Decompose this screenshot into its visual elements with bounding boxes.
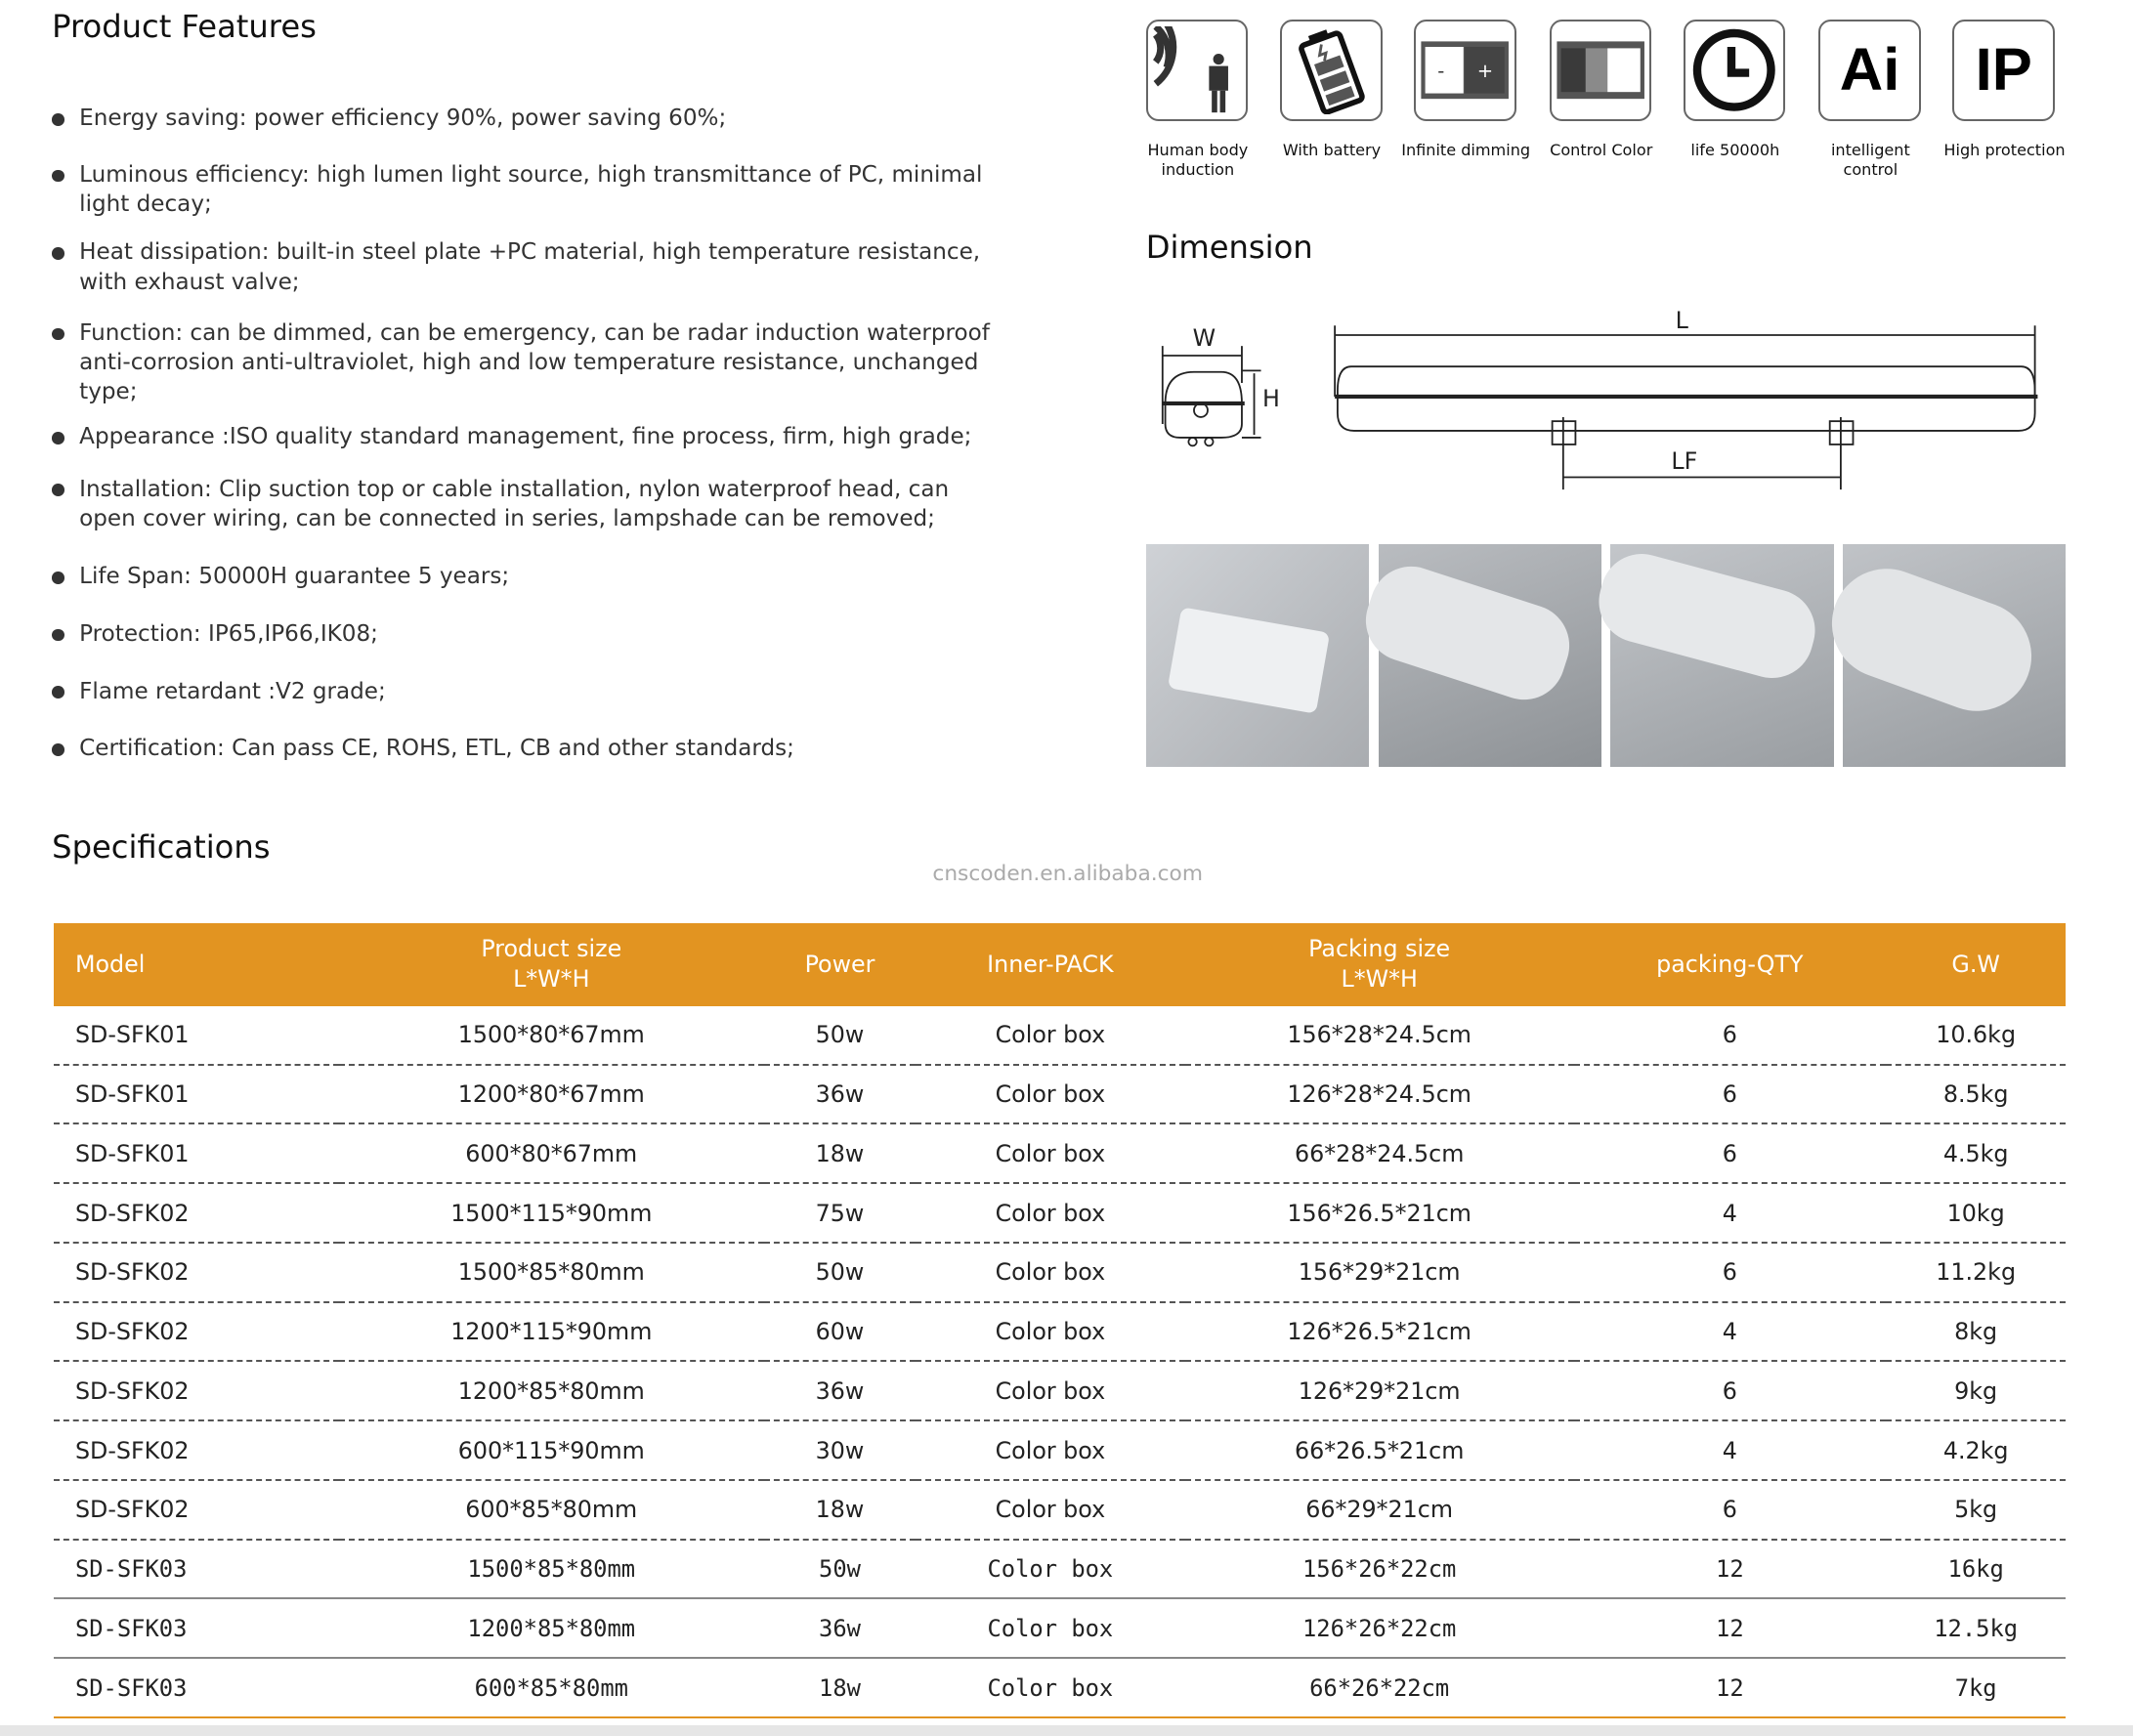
table-cell: SD-SFK01 [54, 1065, 339, 1124]
feature-text: Appearance :ISO quality standard management, fine process, firm, high grade; [79, 424, 972, 450]
table-cell: SD-SFK02 [54, 1243, 339, 1302]
table-cell: Color box [916, 1183, 1184, 1243]
table-cell: SD-SFK02 [54, 1302, 339, 1362]
table-cell: 126*26*22cm [1185, 1598, 1574, 1658]
table-cell: 600*80*67mm [339, 1123, 764, 1183]
table-cell: SD-SFK03 [54, 1598, 339, 1658]
table-cell: 4 [1574, 1183, 1886, 1243]
table-cell: 30w [764, 1420, 916, 1480]
table-cell: 126*26.5*21cm [1185, 1302, 1574, 1362]
table-cell: SD-SFK03 [54, 1658, 339, 1717]
ai-icon: Ai [1818, 20, 1921, 122]
icon-label: With battery [1282, 140, 1382, 159]
table-cell: Color box [916, 1123, 1184, 1183]
table-cell: 50w [764, 1006, 916, 1065]
watermark: cnscoden.en.alibaba.com [932, 861, 1203, 886]
table-cell: 12 [1574, 1598, 1886, 1658]
bullet-icon [52, 743, 64, 756]
table-cell: 50w [764, 1540, 916, 1599]
table-cell: 36w [764, 1065, 916, 1124]
table-cell: 6 [1574, 1243, 1886, 1302]
feature-item [52, 475, 1009, 533]
table-cell: SD-SFK02 [54, 1183, 339, 1243]
table-cell: Color box [916, 1658, 1184, 1717]
bullet-icon [52, 484, 64, 496]
column-header: Model [54, 923, 339, 1006]
feature-text: Life Span: 50000H guarantee 5 years; [79, 564, 510, 590]
column-header: Inner-PACK [916, 923, 1184, 1006]
specifications-title: Specifications [52, 828, 271, 867]
label-h: H [1261, 384, 1280, 412]
feature-icon-tile [1401, 20, 1531, 160]
icon-label: Human body induction [1147, 140, 1249, 179]
feature-text: Luminous efficiency: high lumen light source, high transmittance of PC, minimal light decay; [79, 161, 983, 217]
table-cell: 126*29*21cm [1185, 1361, 1574, 1420]
feature-icon-tile [1818, 20, 1922, 180]
feature-item [52, 734, 1009, 763]
table-cell: 6 [1574, 1361, 1886, 1420]
product-photo-end-cable [1379, 544, 1601, 767]
table-cell: Color box [916, 1006, 1184, 1065]
feature-text: Energy saving: power efficiency 90%, power saving 60%; [79, 106, 727, 132]
table-cell: Color box [916, 1302, 1184, 1362]
table-cell: Color box [916, 1243, 1184, 1302]
table-cell: 600*85*80mm [339, 1480, 764, 1540]
table-cell: 156*26*22cm [1185, 1540, 1574, 1599]
table-cell: SD-SFK02 [54, 1361, 339, 1420]
table-row [54, 1302, 2067, 1362]
feature-text: Installation: Clip suction top or cable installation, nylon waterproof head, can open cover wiring, can be connected in series, lampshade can be removed; [79, 476, 950, 531]
table-row [54, 1006, 2067, 1065]
bullet-icon [52, 432, 64, 445]
column-header: Product size L*W*H [339, 923, 764, 1006]
human-body-icon [1146, 20, 1249, 122]
table-cell: 6 [1574, 1123, 1886, 1183]
table-cell: 1200*115*90mm [339, 1302, 764, 1362]
table-cell: 1500*115*90mm [339, 1183, 764, 1243]
column-header: packing-QTY [1574, 923, 1886, 1006]
label-lf: LF [1671, 446, 1697, 475]
table-cell: 4 [1574, 1302, 1886, 1362]
table-cell: 36w [764, 1361, 916, 1420]
table-cell: 156*28*24.5cm [1185, 1006, 1574, 1065]
bullet-icon [52, 629, 64, 642]
product-photo-end-cap [1843, 544, 2066, 767]
table-cell: 12.5kg [1886, 1598, 2067, 1658]
column-header: Packing size L*W*H [1185, 923, 1574, 1006]
feature-item [52, 422, 1009, 451]
table-cell: SD-SFK02 [54, 1480, 339, 1540]
icon-label: Infinite dimming [1401, 140, 1531, 159]
table-cell: 4 [1574, 1420, 1886, 1480]
table-cell: 1500*85*80mm [339, 1540, 764, 1599]
table-cell: 18w [764, 1123, 916, 1183]
table-cell: 12 [1574, 1540, 1886, 1599]
table-row [54, 1598, 2067, 1658]
dimming-icon [1414, 20, 1516, 122]
feature-item [52, 677, 1009, 706]
table-cell: 66*28*24.5cm [1185, 1123, 1574, 1183]
table-cell: 126*28*24.5cm [1185, 1065, 1574, 1124]
table-cell: 5kg [1886, 1480, 2067, 1540]
svg-text:-: - [1437, 59, 1445, 82]
table-cell: 1200*85*80mm [339, 1598, 764, 1658]
table-row [54, 1123, 2067, 1183]
table-row [54, 1658, 2067, 1717]
feature-icon-tile [1146, 20, 1250, 180]
table-cell: Color box [916, 1361, 1184, 1420]
table-cell: 66*26*22cm [1185, 1658, 1574, 1717]
feature-icon-tile [1280, 20, 1384, 160]
table-cell: 4.5kg [1886, 1123, 2067, 1183]
feature-text: Certification: Can pass CE, ROHS, ETL, CB and other standards; [79, 736, 794, 762]
feature-item [52, 318, 1009, 406]
bullet-icon [52, 572, 64, 584]
table-cell: 600*85*80mm [339, 1658, 764, 1717]
table-cell: 156*26.5*21cm [1185, 1183, 1574, 1243]
table-cell: 4.2kg [1886, 1420, 2067, 1480]
color-icon [1550, 20, 1652, 122]
bullet-icon [52, 170, 64, 183]
table-cell: 1200*85*80mm [339, 1361, 764, 1420]
table-row [54, 1065, 2067, 1124]
table-cell: 1500*85*80mm [339, 1243, 764, 1302]
clock-icon [1684, 20, 1786, 122]
table-cell: 75w [764, 1183, 916, 1243]
table-cell: 16kg [1886, 1540, 2067, 1599]
table-row [54, 1420, 2067, 1480]
bullet-icon [52, 686, 64, 699]
table-cell: 50w [764, 1243, 916, 1302]
table-cell: Color box [916, 1065, 1184, 1124]
table-cell: 18w [764, 1480, 916, 1540]
feature-text: Heat dissipation: built-in steel plate +PC material, high temperature resistance, with exhaust valve; [79, 239, 981, 295]
table-row [54, 1243, 2067, 1302]
table-cell: 9kg [1886, 1361, 2067, 1420]
feature-icon-tile [1550, 20, 1653, 160]
dimension-diagram [1146, 301, 2063, 499]
feature-icon-tile [1684, 20, 1787, 160]
ip-icon: IP [1952, 20, 2055, 122]
table-cell: 7kg [1886, 1658, 2067, 1717]
table-cell: SD-SFK01 [54, 1123, 339, 1183]
battery-icon [1280, 20, 1383, 122]
table-cell: 6 [1574, 1480, 1886, 1540]
icon-label: life 50000h [1690, 140, 1780, 159]
table-cell: 18w [764, 1658, 916, 1717]
table-cell: SD-SFK03 [54, 1540, 339, 1599]
table-cell: 12 [1574, 1658, 1886, 1717]
table-cell: 66*26.5*21cm [1185, 1420, 1574, 1480]
table-cell: 6 [1574, 1065, 1886, 1124]
specifications-table [54, 923, 2067, 1718]
icon-label: Control Color [1550, 140, 1653, 159]
bottom-divider [0, 1725, 2133, 1736]
svg-text:+: + [1476, 59, 1494, 82]
label-l: L [1675, 306, 1688, 334]
table-cell: Color box [916, 1540, 1184, 1599]
column-header: G.W [1886, 923, 2067, 1006]
table-row [54, 1540, 2067, 1599]
table-cell: Color box [916, 1480, 1184, 1540]
feature-item [52, 104, 1009, 133]
product-photo-open-cover [1610, 544, 1833, 767]
table-cell: 1500*80*67mm [339, 1006, 764, 1065]
table-cell: 66*29*21cm [1185, 1480, 1574, 1540]
table-header [54, 923, 2067, 1006]
icon-label: intelligent control [1830, 140, 1910, 179]
feature-text: Function: can be dimmed, can be emergency, can be radar induction waterproof anti-corrosion anti-ultraviolet, high and low temperature resistance, unchanged type; [79, 320, 990, 405]
icon-label: High protection [1943, 140, 2066, 159]
table-cell: 10.6kg [1886, 1006, 2067, 1065]
feature-text: Protection: IP65,IP66,IK08; [79, 620, 378, 647]
features-title: Product Features [52, 8, 317, 46]
table-cell: 156*29*21cm [1185, 1243, 1574, 1302]
table-cell: 36w [764, 1598, 916, 1658]
table-cell: Color box [916, 1420, 1184, 1480]
table-cell: 6 [1574, 1006, 1886, 1065]
feature-text: Flame retardant :V2 grade; [79, 678, 386, 704]
table-cell: 1200*80*67mm [339, 1065, 764, 1124]
dimension-title: Dimension [1145, 228, 1313, 266]
table-cell: 10kg [1886, 1183, 2067, 1243]
feature-icon-tile [1943, 20, 2066, 160]
table-row [54, 1480, 2067, 1540]
feature-item [52, 237, 1009, 296]
table-row [54, 1361, 2067, 1420]
label-w: W [1192, 324, 1216, 353]
table-cell: 600*115*90mm [339, 1420, 764, 1480]
table-cell: 8kg [1886, 1302, 2067, 1362]
table-row [54, 1183, 2067, 1243]
column-header: Power [764, 923, 916, 1006]
product-photo-accessories [1146, 544, 1369, 767]
feature-item [52, 619, 1009, 649]
bullet-icon [52, 113, 64, 126]
table-cell: Color box [916, 1598, 1184, 1658]
feature-item [52, 562, 1009, 591]
table-cell: SD-SFK01 [54, 1006, 339, 1065]
table-cell: 60w [764, 1302, 916, 1362]
feature-item [52, 160, 1009, 219]
bullet-icon [52, 328, 64, 341]
bullet-icon [52, 247, 64, 260]
table-cell: SD-SFK02 [54, 1420, 339, 1480]
table-cell: 11.2kg [1886, 1243, 2067, 1302]
table-cell: 8.5kg [1886, 1065, 2067, 1124]
